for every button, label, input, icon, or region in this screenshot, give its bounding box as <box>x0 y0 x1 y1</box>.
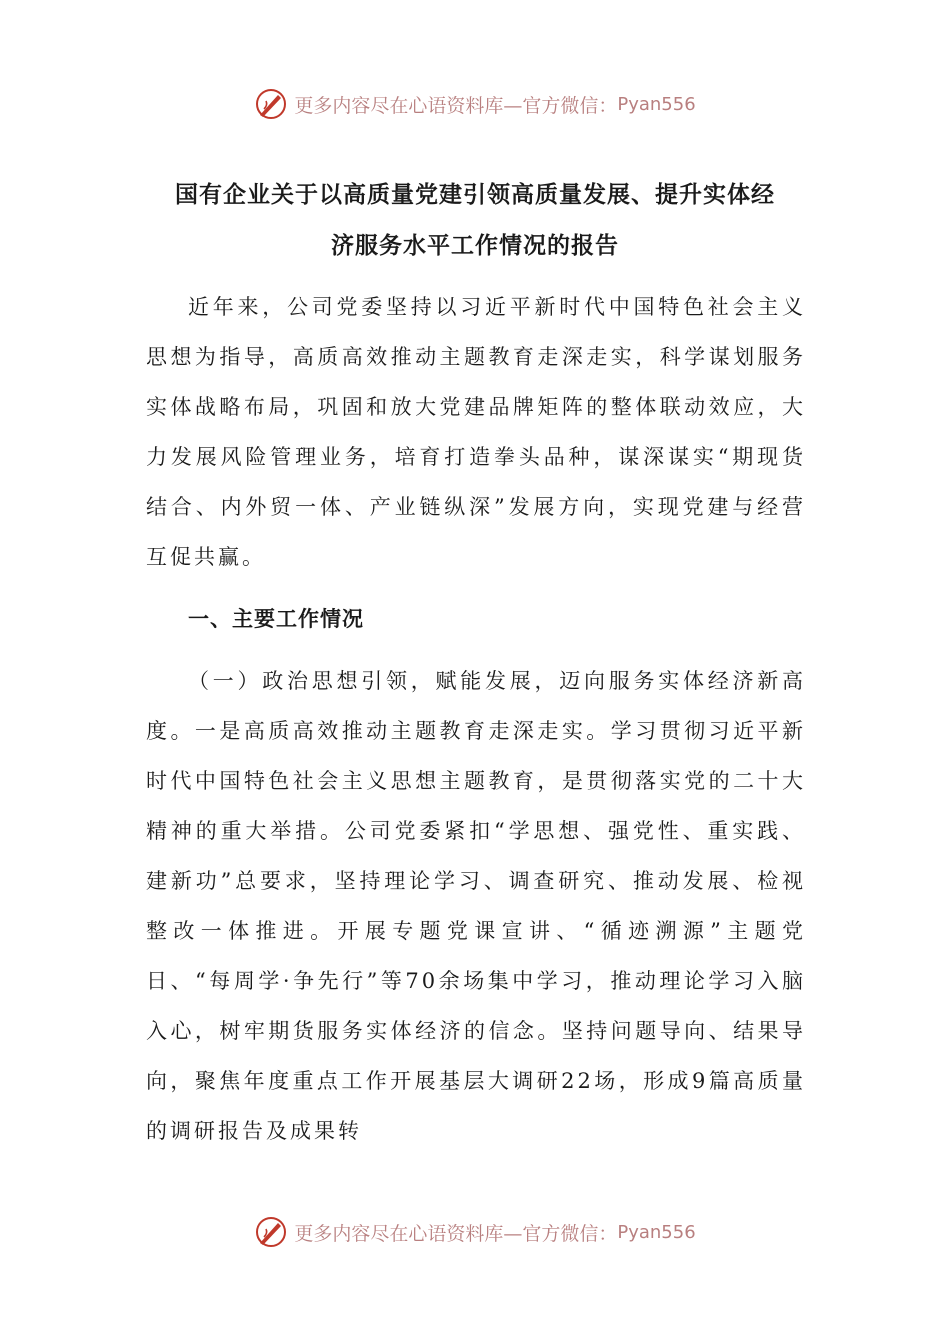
section-paragraph-1: （一）政治思想引领，赋能发展，迈向服务实体经济新高度。一是高质高效推动主题教育走深走实。学习贯彻习近平新时代中国特色社会主义思想主题教育，是贯彻落实党的二十大精神的重大举措。公司党委紧扣“学思想、强党性、重实践、建新功”总要求，坚持理论学习、调查研究、推动发展、检视整改一体推进。开展专题党课宣讲、“循迹溯源”主题党日、“每周学·争先行”等70余场集中学习，推动理论学习入脑入心，树牢期货服务实体经济的信念。坚持问题导向、结果导向，聚焦年度重点工作开展基层大调研22场，形成9篇高质量的调研报告及成果转 <box>146 669 806 1143</box>
watermark-text: 更多内容尽在心语资料库—官方微信： <box>294 94 618 117</box>
section-heading-main-work: 一、主要工作情况 <box>188 607 364 631</box>
watermark-wechat-id: Pyan556 <box>617 93 696 115</box>
document-title-line-2: 济服务水平工作情况的报告 <box>331 233 619 259</box>
pen-circle-logo-icon <box>254 1215 288 1249</box>
header-watermark <box>0 84 950 124</box>
footer-watermark <box>0 1212 950 1252</box>
intro-paragraph: 近年来，公司党委坚持以习近平新时代中国特色社会主义思想为指导，高质高效推动主题教育走深走实，科学谋划服务实体战略布局，巩固和放大党建品牌矩阵的整体联动效应，大力发展风险管理业务，培育打造拳头品种，谋深谋实“期现货结合、内外贸一体、产业链纵深”发展方向，实现党建与经营互促共赢。 <box>146 295 806 569</box>
watermark-wechat-id: Pyan556 <box>617 1221 696 1243</box>
watermark-text: 更多内容尽在心语资料库—官方微信： <box>294 1222 618 1245</box>
document-title-line-1: 国有企业关于以高质量党建引领高质量发展、提升实体经 <box>175 182 775 208</box>
pen-circle-logo-icon <box>254 87 288 121</box>
